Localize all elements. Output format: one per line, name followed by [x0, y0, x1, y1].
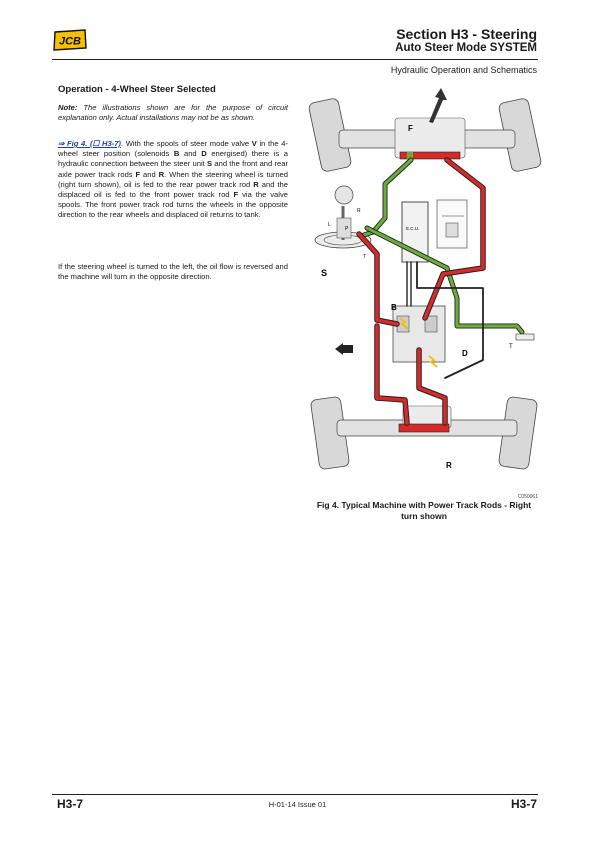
para-key: F	[135, 169, 141, 179]
page-number-right: H3-7	[510, 797, 537, 811]
footer-rule	[52, 794, 538, 795]
steering-schematic	[307, 88, 545, 488]
para-text: . With the spools of steer mode valve	[120, 139, 252, 148]
para-key: R	[253, 179, 259, 189]
logo-text: JCB	[58, 35, 82, 48]
para-key: V	[251, 139, 257, 148]
figure-link[interactable]: ⇒ Fig 4. (☐ H3-7)	[58, 139, 121, 148]
rear-axle	[310, 396, 537, 469]
header-rule	[52, 59, 538, 60]
note-text: The illustrations shown are for the purpose of circuit explanation only. Actual installations may not be as shown.	[58, 103, 288, 123]
para-text: and	[179, 149, 202, 159]
para-key: S	[207, 159, 213, 169]
label-r: R	[446, 461, 452, 470]
operation-paragraph	[58, 139, 288, 221]
label-l: L	[328, 222, 331, 228]
para-key: B	[173, 149, 180, 159]
label-ecu: E.C.U.	[406, 226, 420, 231]
tank-t	[516, 334, 534, 340]
para-text: and the front and rear axle power track rods	[58, 159, 288, 179]
reverse-paragraph: If the steering wheel is turned to the left, the oil flow is reversed and the machine will turn in the opposite direction.	[58, 262, 288, 282]
para-text: in the 4-wheel steer position (solenoids	[58, 139, 288, 159]
figure-caption: Fig 4. Typical Machine with Power Track Rods - Right turn shown	[316, 500, 532, 521]
front-axle	[308, 88, 542, 172]
para-key: R	[158, 169, 165, 179]
para-text: via the valve spools. The front power track rod turns the wheels in the opposite direction to the rear wheels and displaced oil returns to tank.	[58, 190, 288, 220]
jcb-logo	[52, 28, 88, 52]
operation-heading: Operation - 4-Wheel Steer Selected	[58, 84, 216, 95]
note-label: Note:	[58, 103, 78, 112]
figure-code: C050061	[517, 494, 538, 500]
subsection-title: Auto Steer Mode SYSTEM	[395, 42, 537, 54]
label-t-right: T	[509, 344, 513, 350]
para-key: D	[201, 149, 207, 159]
turn-direction-icon	[335, 343, 343, 355]
label-s: S	[321, 268, 328, 278]
para-text: and	[140, 169, 159, 179]
label-f: F	[408, 124, 413, 133]
note-paragraph	[58, 103, 288, 123]
label-p: P	[345, 226, 349, 232]
label-r-small: R	[357, 208, 361, 214]
para-text: and the displaced oil is fed to the front power track rod	[58, 179, 288, 200]
section-title: Section H3 - Steering	[396, 26, 537, 42]
label-b: B	[391, 303, 397, 312]
label-d: D	[462, 349, 468, 358]
issue-number: H-01-14 Issue 01	[268, 800, 327, 809]
label-t-small: T	[363, 254, 367, 260]
para-text: . When the steering wheel is turned (right turn shown), oil is fed to the rear power track rod	[58, 169, 288, 189]
para-key: F	[233, 190, 239, 200]
topic-title: Hydraulic Operation and Schematics	[390, 65, 537, 75]
page-number-left: H3-7	[57, 797, 84, 811]
para-text: energised) there is a hydraulic connection between the steer unit	[58, 149, 288, 169]
